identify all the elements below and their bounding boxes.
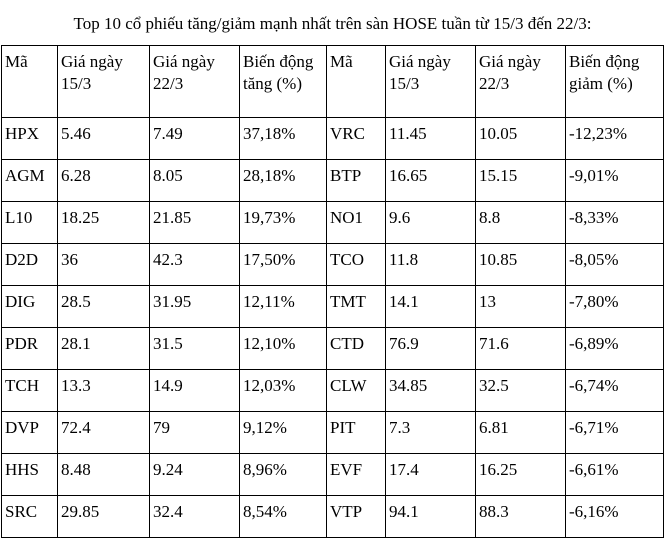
loser-code-cell: VTP	[327, 496, 386, 538]
gainer-change-cell: 19,73%	[240, 202, 327, 244]
loser-price-15-3-cell: 16.65	[386, 160, 476, 202]
loser-change-cell: -6,71%	[566, 412, 664, 454]
loser-price-15-3-cell: 76.9	[386, 328, 476, 370]
loser-price-15-3-cell: 11.45	[386, 118, 476, 160]
gainer-price-22-3-cell: 9.24	[150, 454, 240, 496]
loser-code-cell: NO1	[327, 202, 386, 244]
gainer-code-cell: HHS	[2, 454, 58, 496]
loser-price-15-3-cell: 17.4	[386, 454, 476, 496]
loser-change-cell: -12,23%	[566, 118, 664, 160]
loser-price-22-3-cell: 15.15	[476, 160, 566, 202]
loser-code-cell: TCO	[327, 244, 386, 286]
loser-change-cell: -8,33%	[566, 202, 664, 244]
loser-change-cell: -6,89%	[566, 328, 664, 370]
gainer-code-cell: DIG	[2, 286, 58, 328]
loser-price-15-3-cell: 11.8	[386, 244, 476, 286]
gainer-price-15-3-cell: 5.46	[58, 118, 150, 160]
table-row	[2, 160, 664, 202]
gainer-change-cell: 8,96%	[240, 454, 327, 496]
header-price-15-3-gainers: Giá ngày 15/3	[58, 46, 150, 118]
loser-price-22-3-cell: 6.81	[476, 412, 566, 454]
loser-change-cell: -6,74%	[566, 370, 664, 412]
table-row	[2, 496, 664, 538]
gainer-code-cell: PDR	[2, 328, 58, 370]
table-row	[2, 328, 664, 370]
gainer-price-15-3-cell: 72.4	[58, 412, 150, 454]
table-row	[2, 286, 664, 328]
gainer-change-cell: 37,18%	[240, 118, 327, 160]
loser-price-15-3-cell: 14.1	[386, 286, 476, 328]
header-code-losers: Mã	[327, 46, 386, 118]
gainer-price-15-3-cell: 28.1	[58, 328, 150, 370]
loser-change-cell: -8,05%	[566, 244, 664, 286]
gainer-price-22-3-cell: 7.49	[150, 118, 240, 160]
header-price-22-3-gainers: Giá ngày 22/3	[150, 46, 240, 118]
loser-change-cell: -6,16%	[566, 496, 664, 538]
loser-price-22-3-cell: 10.05	[476, 118, 566, 160]
loser-price-22-3-cell: 32.5	[476, 370, 566, 412]
gainer-price-22-3-cell: 42.3	[150, 244, 240, 286]
table-row	[2, 454, 664, 496]
table-body	[2, 118, 664, 538]
loser-code-cell: CTD	[327, 328, 386, 370]
header-change-down: Biến động giảm (%)	[566, 46, 664, 118]
gainer-change-cell: 28,18%	[240, 160, 327, 202]
loser-price-22-3-cell: 10.85	[476, 244, 566, 286]
gainer-price-15-3-cell: 28.5	[58, 286, 150, 328]
gainer-price-22-3-cell: 32.4	[150, 496, 240, 538]
loser-change-cell: -6,61%	[566, 454, 664, 496]
gainer-price-22-3-cell: 31.5	[150, 328, 240, 370]
gainer-price-15-3-cell: 36	[58, 244, 150, 286]
table-row	[2, 202, 664, 244]
loser-price-15-3-cell: 94.1	[386, 496, 476, 538]
header-price-15-3-losers: Giá ngày 15/3	[386, 46, 476, 118]
gainer-price-15-3-cell: 18.25	[58, 202, 150, 244]
header-price-22-3-losers: Giá ngày 22/3	[476, 46, 566, 118]
table-row	[2, 370, 664, 412]
gainer-price-22-3-cell: 8.05	[150, 160, 240, 202]
gainer-code-cell: DVP	[2, 412, 58, 454]
gainer-change-cell: 17,50%	[240, 244, 327, 286]
gainer-code-cell: SRC	[2, 496, 58, 538]
loser-price-15-3-cell: 34.85	[386, 370, 476, 412]
stock-table	[1, 45, 664, 538]
gainer-price-22-3-cell: 14.9	[150, 370, 240, 412]
gainer-code-cell: AGM	[2, 160, 58, 202]
table-row	[2, 412, 664, 454]
loser-code-cell: VRC	[327, 118, 386, 160]
loser-price-22-3-cell: 8.8	[476, 202, 566, 244]
gainer-code-cell: L10	[2, 202, 58, 244]
header-change-up: Biến động tăng (%)	[240, 46, 327, 118]
gainer-code-cell: HPX	[2, 118, 58, 160]
table-header-row	[2, 46, 664, 118]
loser-price-22-3-cell: 16.25	[476, 454, 566, 496]
gainer-price-15-3-cell: 29.85	[58, 496, 150, 538]
document-title: Top 10 cổ phiếu tăng/giảm mạnh nhất trên sàn HOSE tuần từ 15/3 đến 22/3:	[73, 14, 592, 33]
gainer-code-cell: TCH	[2, 370, 58, 412]
loser-price-22-3-cell: 71.6	[476, 328, 566, 370]
table-row	[2, 244, 664, 286]
loser-code-cell: PIT	[327, 412, 386, 454]
loser-change-cell: -9,01%	[566, 160, 664, 202]
gainer-change-cell: 8,54%	[240, 496, 327, 538]
gainer-code-cell: D2D	[2, 244, 58, 286]
gainer-price-15-3-cell: 13.3	[58, 370, 150, 412]
gainer-price-22-3-cell: 21.85	[150, 202, 240, 244]
gainer-price-22-3-cell: 31.95	[150, 286, 240, 328]
loser-code-cell: TMT	[327, 286, 386, 328]
loser-change-cell: -7,80%	[566, 286, 664, 328]
gainer-price-15-3-cell: 8.48	[58, 454, 150, 496]
loser-price-15-3-cell: 7.3	[386, 412, 476, 454]
loser-code-cell: EVF	[327, 454, 386, 496]
loser-price-22-3-cell: 13	[476, 286, 566, 328]
gainer-price-22-3-cell: 79	[150, 412, 240, 454]
header-code-gainers: Mã	[2, 46, 58, 118]
gainer-change-cell: 12,03%	[240, 370, 327, 412]
loser-code-cell: CLW	[327, 370, 386, 412]
gainer-change-cell: 9,12%	[240, 412, 327, 454]
loser-code-cell: BTP	[327, 160, 386, 202]
loser-price-22-3-cell: 88.3	[476, 496, 566, 538]
gainer-change-cell: 12,10%	[240, 328, 327, 370]
table-row	[2, 118, 664, 160]
gainer-change-cell: 12,11%	[240, 286, 327, 328]
gainer-price-15-3-cell: 6.28	[58, 160, 150, 202]
loser-price-15-3-cell: 9.6	[386, 202, 476, 244]
